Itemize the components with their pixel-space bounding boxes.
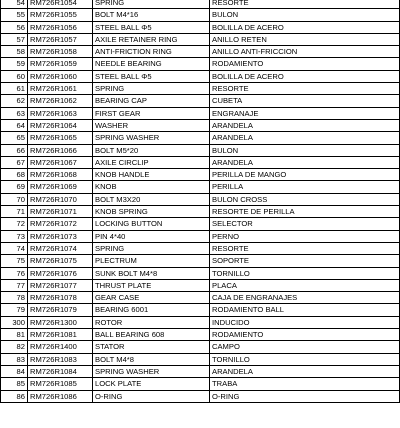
description-en-cell: SPRING WASHER	[93, 365, 210, 377]
table-row	[1, 230, 400, 242]
part-code-cell: RM726R1062	[28, 95, 93, 107]
part-code-cell: RM726R1081	[28, 329, 93, 341]
description-es-cell: CUBETA	[210, 95, 400, 107]
description-es-cell: PERNO	[210, 230, 400, 242]
item-number-cell: 75	[1, 255, 28, 267]
description-es-cell: ENGRANAJE	[210, 107, 400, 119]
table-row	[1, 255, 400, 267]
description-es-cell: RESORTE	[210, 0, 400, 9]
description-en-cell: NEEDLE BEARING	[93, 58, 210, 70]
part-code-cell: RM726R1057	[28, 33, 93, 45]
description-es-cell: TORNILLO	[210, 267, 400, 279]
description-es-cell: ARANDELA	[210, 156, 400, 168]
description-es-cell: RESORTE	[210, 83, 400, 95]
item-number-cell: 61	[1, 83, 28, 95]
part-code-cell: RM726R1077	[28, 279, 93, 291]
description-es-cell: ANILLO ANTI-FRICCION	[210, 46, 400, 58]
item-number-cell: 64	[1, 119, 28, 131]
part-code-cell: RM726R1074	[28, 242, 93, 254]
item-number-cell: 59	[1, 58, 28, 70]
part-code-cell: RM726R1063	[28, 107, 93, 119]
description-es-cell: RODAMIENTO	[210, 58, 400, 70]
item-number-cell: 78	[1, 292, 28, 304]
description-es-cell: RESORTE DE PERILLA	[210, 206, 400, 218]
description-en-cell: LOCKING BUTTON	[93, 218, 210, 230]
item-number-cell: 58	[1, 46, 28, 58]
item-number-cell: 70	[1, 193, 28, 205]
item-number-cell: 300	[1, 316, 28, 328]
table-row	[1, 107, 400, 119]
description-es-cell: ARANDELA	[210, 132, 400, 144]
table-row	[1, 46, 400, 58]
description-en-cell: KNOB HANDLE	[93, 169, 210, 181]
part-code-cell: RM726R1079	[28, 304, 93, 316]
table-row	[1, 21, 400, 33]
item-number-cell: 57	[1, 33, 28, 45]
description-es-cell: BULON	[210, 144, 400, 156]
description-es-cell: CAJA DE ENGRANAJES	[210, 292, 400, 304]
table-row	[1, 119, 400, 131]
item-number-cell: 62	[1, 95, 28, 107]
part-code-cell: RM726R1084	[28, 365, 93, 377]
table-row	[1, 83, 400, 95]
description-es-cell: INDUCIDO	[210, 316, 400, 328]
description-es-cell: CAMPO	[210, 341, 400, 353]
description-es-cell: ANILLO RETEN	[210, 33, 400, 45]
item-number-cell: 67	[1, 156, 28, 168]
table-row	[1, 365, 400, 377]
description-en-cell: BOLT M3X20	[93, 193, 210, 205]
item-number-cell: 79	[1, 304, 28, 316]
description-en-cell: WASHER	[93, 119, 210, 131]
part-code-cell: RM726R1300	[28, 316, 93, 328]
item-number-cell: 71	[1, 206, 28, 218]
description-en-cell: SPRING	[93, 242, 210, 254]
description-en-cell: O-RING	[93, 390, 210, 402]
item-number-cell: 56	[1, 21, 28, 33]
table-row	[1, 267, 400, 279]
item-number-cell: 84	[1, 365, 28, 377]
table-row	[1, 0, 400, 9]
description-es-cell: TORNILLO	[210, 353, 400, 365]
part-code-cell: RM726R1066	[28, 144, 93, 156]
description-en-cell: GEAR CASE	[93, 292, 210, 304]
part-code-cell: RM726R1065	[28, 132, 93, 144]
description-en-cell: BEARING CAP	[93, 95, 210, 107]
description-es-cell: O-RING	[210, 390, 400, 402]
part-code-cell: RM726R1073	[28, 230, 93, 242]
table-row	[1, 378, 400, 390]
part-code-cell: RM726R1054	[28, 0, 93, 9]
description-en-cell: STEEL BALL Φ5	[93, 21, 210, 33]
part-code-cell: RM726R1085	[28, 378, 93, 390]
table-row	[1, 193, 400, 205]
part-code-cell: RM726R1078	[28, 292, 93, 304]
table-row	[1, 292, 400, 304]
table-row	[1, 95, 400, 107]
description-en-cell: AXILE CIRCLIP	[93, 156, 210, 168]
table-row	[1, 58, 400, 70]
parts-table-body	[1, 0, 400, 402]
item-number-cell: 68	[1, 169, 28, 181]
item-number-cell: 54	[1, 0, 28, 9]
part-code-cell: RM726R1059	[28, 58, 93, 70]
table-row	[1, 206, 400, 218]
part-code-cell: RM726R1060	[28, 70, 93, 82]
part-code-cell: RM726R1061	[28, 83, 93, 95]
part-code-cell: RM726R1068	[28, 169, 93, 181]
part-code-cell: RM726R1083	[28, 353, 93, 365]
description-es-cell: SOPORTE	[210, 255, 400, 267]
description-en-cell: STEEL BALL Φ5	[93, 70, 210, 82]
description-es-cell: BULON CROSS	[210, 193, 400, 205]
item-number-cell: 72	[1, 218, 28, 230]
description-en-cell: PIN 4*40	[93, 230, 210, 242]
description-es-cell: BOLILLA DE ACERO	[210, 70, 400, 82]
table-row	[1, 329, 400, 341]
description-en-cell: LOCK PLATE	[93, 378, 210, 390]
description-en-cell: SPRING WASHER	[93, 132, 210, 144]
part-code-cell: RM726R1070	[28, 193, 93, 205]
description-es-cell: BOLILLA DE ACERO	[210, 21, 400, 33]
part-code-cell: RM726R1064	[28, 119, 93, 131]
item-number-cell: 55	[1, 9, 28, 21]
part-code-cell: RM726R1058	[28, 46, 93, 58]
table-row	[1, 156, 400, 168]
description-es-cell: PLACA	[210, 279, 400, 291]
item-number-cell: 76	[1, 267, 28, 279]
item-number-cell: 86	[1, 390, 28, 402]
description-en-cell: BEARING 6001	[93, 304, 210, 316]
description-en-cell: AXILE RETAINER RING	[93, 33, 210, 45]
description-en-cell: BOLT M5*20	[93, 144, 210, 156]
description-es-cell: BULON	[210, 9, 400, 21]
table-row	[1, 390, 400, 402]
description-en-cell: SPRING	[93, 0, 210, 9]
description-es-cell: ARANDELA	[210, 365, 400, 377]
part-code-cell: RM726R1400	[28, 341, 93, 353]
table-row	[1, 316, 400, 328]
item-number-cell: 73	[1, 230, 28, 242]
description-es-cell: TRABA	[210, 378, 400, 390]
table-row	[1, 304, 400, 316]
description-es-cell: PERILLA	[210, 181, 400, 193]
part-code-cell: RM726R1075	[28, 255, 93, 267]
description-es-cell: RODAMIENTO BALL	[210, 304, 400, 316]
part-code-cell: RM726R1056	[28, 21, 93, 33]
description-es-cell: RESORTE	[210, 242, 400, 254]
item-number-cell: 83	[1, 353, 28, 365]
description-en-cell: ANTI-FRICTION RING	[93, 46, 210, 58]
description-en-cell: BOLT M4*16	[93, 9, 210, 21]
table-row	[1, 218, 400, 230]
description-en-cell: SUNK BOLT M4*8	[93, 267, 210, 279]
item-number-cell: 63	[1, 107, 28, 119]
part-code-cell: RM726R1076	[28, 267, 93, 279]
table-row	[1, 341, 400, 353]
item-number-cell: 74	[1, 242, 28, 254]
item-number-cell: 60	[1, 70, 28, 82]
table-row	[1, 132, 400, 144]
table-row	[1, 9, 400, 21]
description-es-cell: PERILLA DE MANGO	[210, 169, 400, 181]
table-row	[1, 33, 400, 45]
part-code-cell: RM726R1086	[28, 390, 93, 402]
part-code-cell: RM726R1072	[28, 218, 93, 230]
item-number-cell: 81	[1, 329, 28, 341]
item-number-cell: 82	[1, 341, 28, 353]
table-row	[1, 353, 400, 365]
description-en-cell: BOLT M4*8	[93, 353, 210, 365]
description-en-cell: KNOB SPRING	[93, 206, 210, 218]
description-en-cell: SPRING	[93, 83, 210, 95]
item-number-cell: 77	[1, 279, 28, 291]
table-row	[1, 144, 400, 156]
description-en-cell: PLECTRUM	[93, 255, 210, 267]
item-number-cell: 65	[1, 132, 28, 144]
table-row	[1, 279, 400, 291]
description-en-cell: KNOB	[93, 181, 210, 193]
description-en-cell: FIRST GEAR	[93, 107, 210, 119]
description-es-cell: RODAMIENTO	[210, 329, 400, 341]
description-es-cell: SELECTOR	[210, 218, 400, 230]
description-en-cell: THRUST PLATE	[93, 279, 210, 291]
table-row	[1, 242, 400, 254]
description-en-cell: ROTOR	[93, 316, 210, 328]
item-number-cell: 85	[1, 378, 28, 390]
description-en-cell: STATOR	[93, 341, 210, 353]
item-number-cell: 69	[1, 181, 28, 193]
part-code-cell: RM726R1067	[28, 156, 93, 168]
part-code-cell: RM726R1071	[28, 206, 93, 218]
item-number-cell: 66	[1, 144, 28, 156]
table-row	[1, 169, 400, 181]
table-row	[1, 70, 400, 82]
table-row	[1, 181, 400, 193]
description-es-cell: ARANDELA	[210, 119, 400, 131]
part-code-cell: RM726R1055	[28, 9, 93, 21]
description-en-cell: BALL BEARING 608	[93, 329, 210, 341]
part-code-cell: RM726R1069	[28, 181, 93, 193]
